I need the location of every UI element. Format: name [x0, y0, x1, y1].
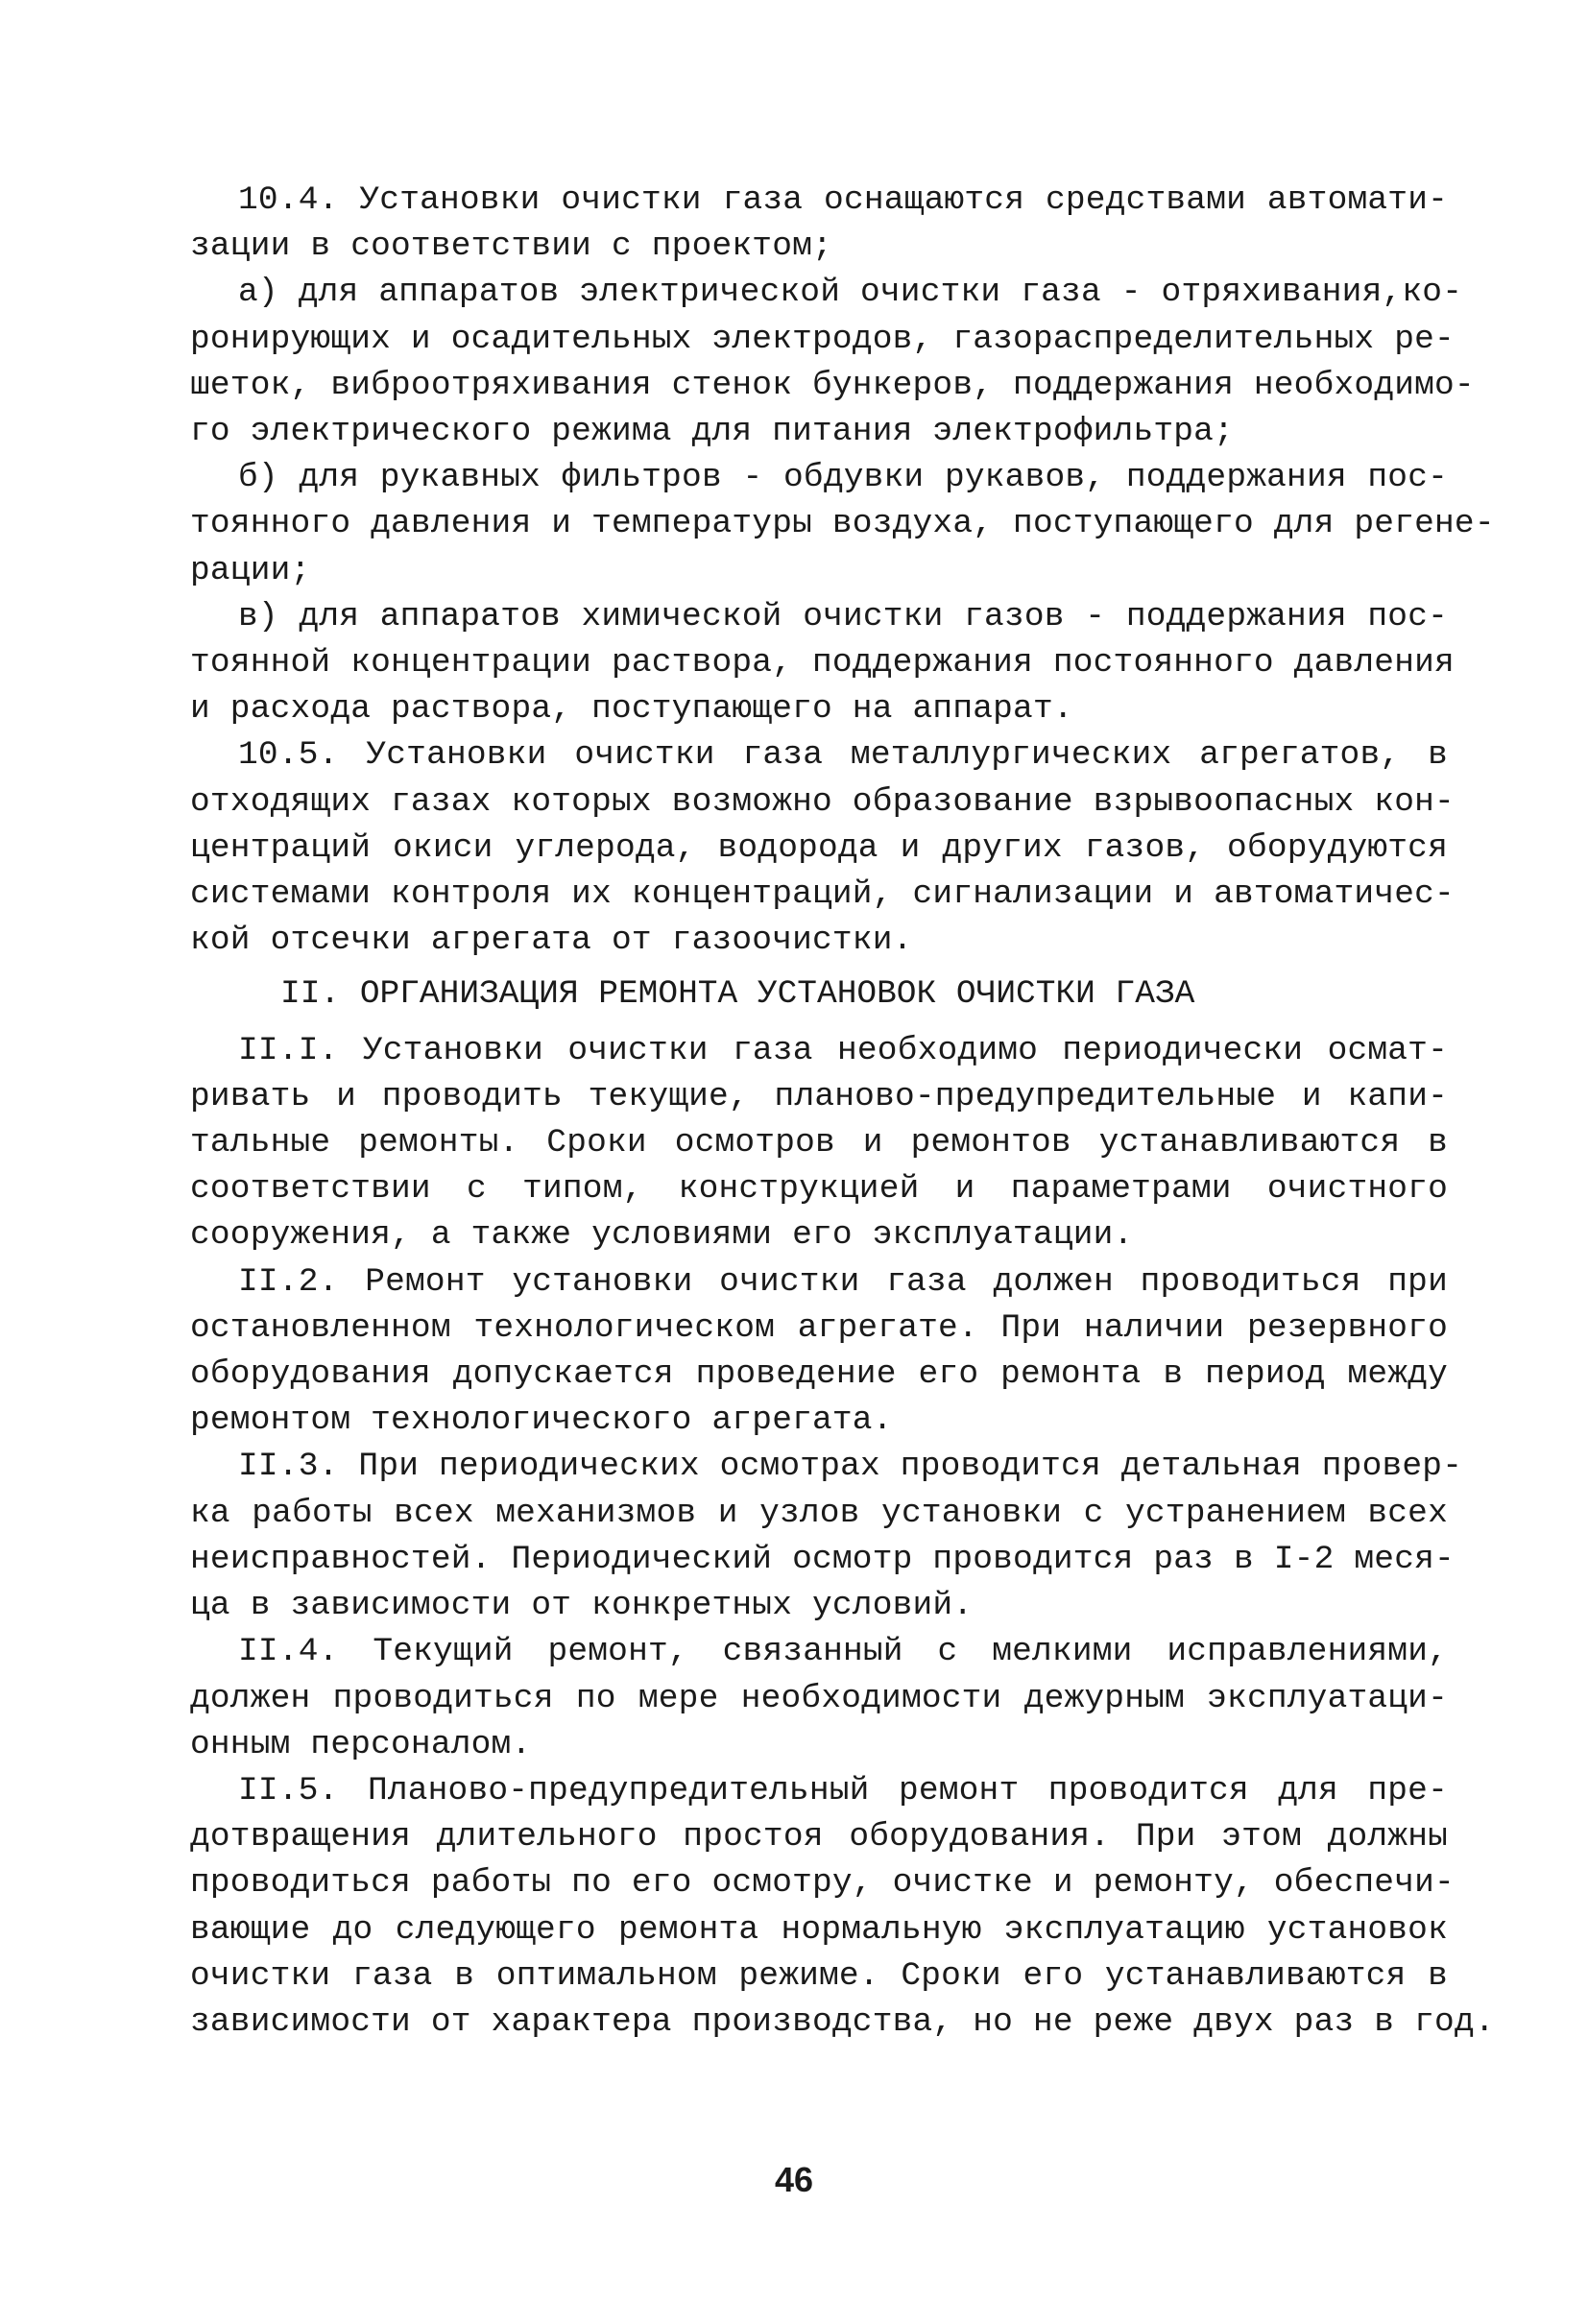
- text-line: оборудования допускается проведение его ремонта в период между: [190, 1355, 1448, 1394]
- text-line: 10.5. Установки очистки газа металлургических агрегатов, в: [238, 736, 1448, 775]
- text-line: зависимости от характера производства, но не реже двух раз в год.: [190, 2002, 1495, 2041]
- text-line: онным персоналом.: [190, 1725, 532, 1763]
- document-body: [190, 178, 1495, 2046]
- text-line: ривать и проводить текущие, планово-предупредительные и капи-: [190, 1077, 1448, 1115]
- text-line: ремонтом технологического агрегата.: [190, 1402, 893, 1440]
- text-line: и расхода раствора, поступающего на аппарат.: [190, 690, 1073, 729]
- paragraph-10-4-b: [190, 455, 1495, 594]
- paragraph-10-5: [190, 732, 1455, 964]
- text-line: системами контроля их концентраций, сигнализации и автоматичес-: [190, 875, 1455, 914]
- paragraph-11-3: [190, 1444, 1463, 1629]
- text-line: II.4. Текущий ремонт, связанный с мелкими исправлениями,: [238, 1633, 1448, 1671]
- paragraph-10-4: [190, 178, 1448, 270]
- text-line: в) для аппаратов химической очистки газов - поддержания пос-: [238, 597, 1448, 635]
- text-line: неисправностей. Периодический осмотр проводится раз в I-2 меся-: [190, 1540, 1455, 1578]
- paragraph-10-4-a: [190, 270, 1475, 455]
- text-line: должен проводиться по мере необходимости дежурным эксплуатаци-: [190, 1679, 1448, 1717]
- text-line: ка работы всех механизмов и узлов установки с устранением всех: [190, 1494, 1448, 1532]
- text-line: ца в зависимости от конкретных условий.: [190, 1587, 974, 1625]
- text-line: центраций окиси углерода, водорода и других газов, оборудуются: [190, 828, 1448, 867]
- text-line: рации;: [190, 551, 311, 589]
- text-line: проводиться работы по его осмотру, очистке и ремонту, обеспечи-: [190, 1864, 1455, 1903]
- section-heading: II. ОРГАНИЗАЦИЯ РЕМОНТА УСТАНОВОК ОЧИСТКИ ГАЗА: [280, 975, 1195, 1014]
- text-line: II.2. Ремонт установки очистки газа должен проводиться при: [238, 1262, 1448, 1301]
- text-line: соответствии с типом, конструкцией и параметрами очистного: [190, 1170, 1448, 1209]
- page-number: 46: [774, 2160, 814, 2199]
- text-line: б) для рукавных фильтров - обдувки рукавов, поддержания пос-: [238, 459, 1448, 497]
- text-line: тоянного давления и температуры воздуха, поступающего для регене-: [190, 505, 1495, 543]
- paragraph-11-4: [190, 1629, 1448, 1768]
- text-line: ронирующих и осадительных электродов, газораспределительных ре-: [190, 320, 1455, 358]
- text-line: II.I. Установки очистки газа необходимо периодически осмат-: [238, 1031, 1448, 1069]
- text-line: тоянной концентрации раствора, поддержания постоянного давления: [190, 644, 1455, 683]
- paragraph-11-2: [190, 1259, 1448, 1445]
- text-line: дотвращения длительного простоя оборудования. При этом должны: [190, 1818, 1448, 1857]
- text-line: отходящих газах которых возможно образование взрывоопасных кон-: [190, 782, 1455, 821]
- text-line: кой отсечки агрегата от газоочистки.: [190, 922, 913, 960]
- paragraph-10-4-c: [190, 594, 1455, 733]
- text-line: II.5. Планово-предупредительный ремонт проводится для пре-: [238, 1771, 1448, 1809]
- text-line: тальные ремонты. Сроки осмотров и ремонтов устанавливаются в: [190, 1124, 1448, 1162]
- text-line: го электрического режима для питания электрофильтра;: [190, 413, 1234, 451]
- text-line: зации в соответствии с проектом;: [190, 228, 832, 266]
- text-line: сооружения, а также условиями его эксплуатации.: [190, 1216, 1134, 1255]
- text-line: II.3. При периодических осмотрах проводится детальная провер-: [238, 1448, 1463, 1486]
- text-line: вающие до следующего ремонта нормальную эксплуатацию установок: [190, 1910, 1448, 1949]
- text-line: шеток, виброотряхивания стенок бункеров, поддержания необходимо-: [190, 366, 1475, 404]
- text-line: а) для аппаратов электрической очистки газа - отряхивания,ко-: [238, 274, 1463, 312]
- paragraph-11-1: [190, 1028, 1448, 1259]
- text-line: очистки газа в оптимальном режиме. Сроки его устанавливаются в: [190, 1956, 1448, 1995]
- paragraph-11-5: [190, 1768, 1495, 2046]
- text-line: 10.4. Установки очистки газа оснащаются средствами автомати-: [238, 181, 1448, 219]
- text-line: остановленном технологическом агрегате. При наличии резервного: [190, 1308, 1448, 1347]
